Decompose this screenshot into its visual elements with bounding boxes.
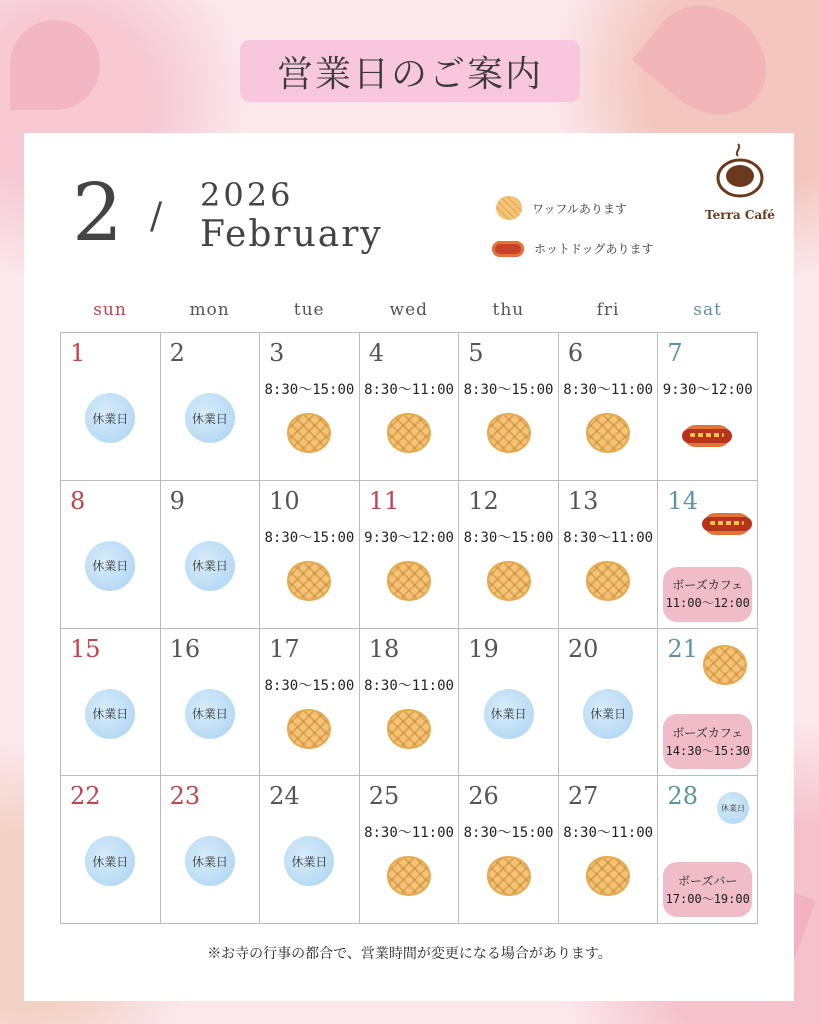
business-hours: 8:30～11:00 — [364, 677, 454, 694]
legend-hotdog — [492, 240, 654, 257]
closed-badge: 休業日 — [484, 689, 534, 739]
day-number: 28 — [667, 782, 698, 811]
waffle-icon — [586, 561, 630, 601]
calendar-day — [459, 333, 559, 481]
calendar-grid — [60, 332, 758, 924]
month-number: 2 — [72, 166, 123, 259]
page-title: 営業日のご案内 — [276, 53, 543, 95]
closed-badge: 休業日 — [85, 393, 135, 443]
waffle-icon — [287, 561, 331, 601]
footnote: ※お寺の行事の都合で、営業時間が変更になる場合があります。 — [207, 946, 612, 962]
day-number: 8 — [70, 486, 86, 515]
calendar-day — [61, 481, 161, 629]
waffle-icon — [586, 413, 630, 453]
month-name: February — [200, 214, 383, 255]
calendar-day — [61, 776, 161, 924]
day-number: 12 — [468, 486, 499, 515]
waffle-icon — [387, 709, 431, 749]
event-name: ボーズバー — [678, 873, 738, 888]
calendar-day — [260, 333, 360, 481]
waffle-icon — [387, 413, 431, 453]
calendar-day — [459, 481, 559, 629]
day-number: 17 — [269, 634, 300, 663]
closed-badge: 休業日 — [185, 393, 235, 443]
business-hours: 8:30～15:00 — [264, 382, 355, 398]
calendar-day — [260, 481, 360, 629]
terra-cafe-logo — [700, 140, 780, 230]
legend-waffle-label: ワッフルあります — [532, 201, 627, 216]
day-number: 20 — [567, 634, 599, 663]
day-number: 6 — [567, 339, 584, 367]
business-hours: 9:30～12:00 — [364, 529, 454, 546]
logo-text: Terra Café — [705, 208, 775, 222]
day-number: 21 — [667, 634, 698, 663]
waffle-icon — [586, 856, 630, 896]
event-time: 14:30～15:30 — [665, 743, 750, 758]
day-number: 27 — [567, 782, 599, 811]
day-number: 4 — [368, 339, 384, 367]
day-number: 1 — [70, 339, 86, 367]
hotdog-mustard — [690, 433, 724, 437]
closed-badge: 休業日 — [284, 836, 334, 886]
day-number: 13 — [567, 486, 599, 515]
calendar-day — [360, 481, 460, 629]
waffle-icon — [287, 413, 331, 453]
day-number: 11 — [368, 486, 400, 515]
calendar-day — [161, 481, 261, 629]
calendar-day — [559, 776, 659, 924]
weekday-tue: tue — [293, 300, 325, 320]
day-number: 5 — [468, 339, 484, 367]
waffle-icon — [387, 561, 431, 601]
calendar-day — [61, 629, 161, 777]
calendar-day — [658, 629, 758, 777]
calendar-day — [658, 481, 758, 629]
day-number: 19 — [468, 634, 499, 663]
waffle-icon — [287, 709, 331, 749]
flower-decoration — [10, 20, 100, 110]
event-name: ボーズカフェ — [672, 725, 744, 740]
calendar-day — [459, 629, 559, 777]
closed-badge: 休業日 — [185, 541, 235, 591]
closed-badge: 休業日 — [185, 836, 235, 886]
day-number: 10 — [269, 486, 300, 515]
event-badge — [663, 862, 752, 917]
day-number: 22 — [70, 782, 101, 811]
legend-hotdog-label: ホットドッグあります — [534, 242, 654, 256]
hotdog-icon — [684, 425, 730, 447]
calendar-day — [658, 333, 758, 481]
day-number: 14 — [667, 486, 698, 515]
year: 2026 — [200, 176, 294, 214]
legend-waffle — [496, 196, 627, 220]
day-number: 26 — [468, 782, 499, 811]
calendar-day — [658, 776, 758, 924]
weekday-fri: fri — [596, 300, 620, 320]
weekday-mon: mon — [189, 300, 230, 320]
calendar-day — [559, 333, 659, 481]
waffle-icon — [703, 645, 747, 685]
calendar-day — [360, 629, 460, 777]
day-number: 2 — [169, 339, 185, 367]
business-hours: 8:30～15:00 — [463, 825, 554, 842]
waffle-icon — [387, 856, 431, 896]
calendar-day — [360, 333, 460, 481]
closed-badge: 休業日 — [85, 689, 135, 739]
header-slash: / — [150, 196, 163, 237]
event-time: 11:00～12:00 — [665, 596, 750, 610]
weekday-sun: sun — [93, 300, 127, 320]
day-number: 3 — [269, 339, 285, 367]
closed-badge: 休業日 — [85, 836, 135, 886]
hotdog-mustard — [710, 521, 744, 525]
calendar-day — [260, 776, 360, 924]
day-number: 16 — [169, 634, 201, 663]
waffle-icon — [487, 856, 531, 896]
business-hours: 9:30～12:00 — [662, 382, 753, 398]
closed-badge: 休業日 — [583, 689, 633, 739]
closed-badge: 休業日 — [85, 541, 135, 591]
day-number: 15 — [70, 634, 101, 663]
day-number: 9 — [169, 486, 185, 515]
weekday-wed: wed — [389, 300, 429, 320]
waffle-icon — [487, 561, 531, 601]
event-name: ボーズカフェ — [672, 578, 744, 592]
coffee-cup-icon — [710, 140, 770, 200]
business-hours: 8:30～15:00 — [264, 529, 355, 546]
calendar-day — [161, 629, 261, 777]
calendar-day — [360, 776, 460, 924]
business-hours: 8:30～11:00 — [563, 825, 654, 842]
event-badge — [663, 714, 752, 769]
calendar-day — [459, 776, 559, 924]
waffle-icon — [496, 196, 522, 220]
calendar-day — [161, 333, 261, 481]
day-number: 18 — [368, 634, 400, 663]
closed-badge: 休業日 — [185, 689, 235, 739]
weekday-thu: thu — [492, 300, 525, 320]
calendar-day — [559, 629, 659, 777]
flower-decoration — [632, 0, 788, 137]
closed-badge: 休業日 — [717, 792, 749, 824]
business-hours: 8:30～15:00 — [463, 382, 554, 398]
day-number: 25 — [368, 782, 400, 811]
waffle-icon — [487, 413, 531, 453]
business-hours: 8:30～11:00 — [364, 382, 454, 398]
event-time: 17:00～19:00 — [665, 891, 750, 906]
business-hours: 8:30～15:00 — [264, 677, 355, 694]
calendar-day — [61, 333, 161, 481]
calendar-day — [559, 481, 659, 629]
business-hours: 8:30～11:00 — [563, 382, 654, 398]
hotdog-icon — [704, 513, 750, 535]
weekday-sat: sat — [693, 300, 722, 320]
business-hours: 8:30～15:00 — [463, 529, 554, 546]
day-number: 23 — [169, 782, 201, 811]
hotdog-icon — [492, 241, 524, 257]
business-hours: 8:30～11:00 — [563, 529, 654, 546]
day-number: 24 — [269, 782, 300, 811]
business-hours: 8:30～11:00 — [364, 825, 454, 842]
event-badge — [663, 567, 752, 622]
calendar-day — [260, 629, 360, 777]
day-number: 7 — [667, 339, 683, 367]
calendar-day — [161, 776, 261, 924]
title-banner — [240, 40, 580, 102]
